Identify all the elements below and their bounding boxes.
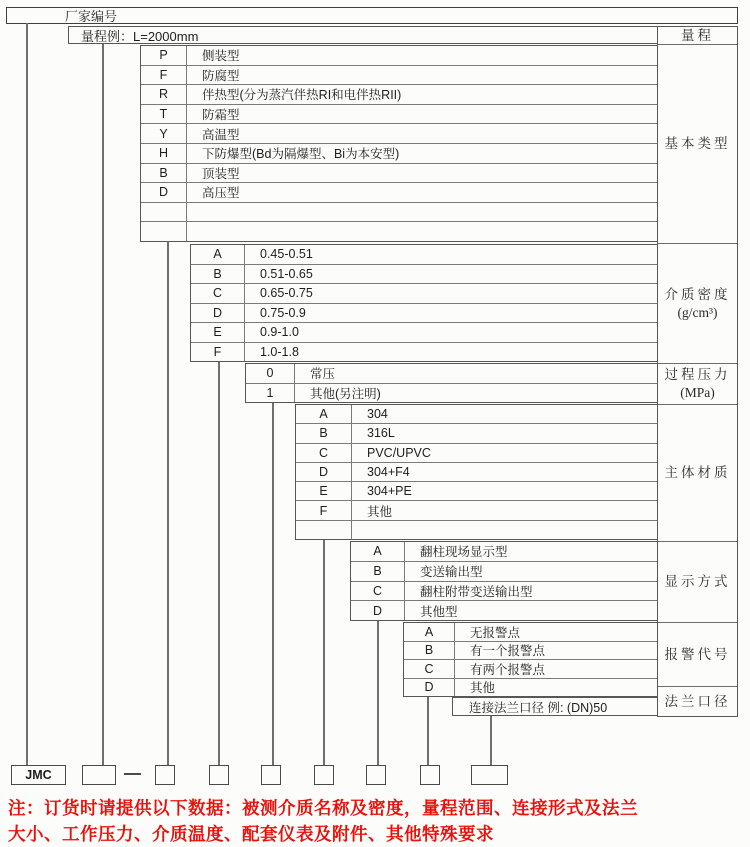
table-row (191, 284, 657, 304)
table-row (246, 364, 657, 384)
table-row (191, 265, 657, 285)
connector-line (167, 242, 169, 765)
option-code-cell: F (141, 66, 187, 85)
option-desc-cell: 防腐型 (202, 68, 240, 83)
option-desc-cell (187, 203, 657, 222)
option-desc-cell: PVC/UPVC (367, 445, 431, 460)
table-row (351, 601, 657, 620)
table-row (296, 501, 657, 520)
section-basic-type (140, 45, 657, 242)
section-body-material (295, 404, 657, 540)
table-row (191, 343, 657, 362)
flange-size-row (452, 697, 657, 716)
connector-line (490, 716, 492, 765)
option-code-cell (141, 203, 187, 222)
option-desc-cell: 常压 (310, 367, 336, 382)
option-desc-cell: 其他型 (420, 604, 458, 619)
option-code-cell (141, 222, 187, 241)
table-row (296, 521, 657, 539)
option-code-cell: R (141, 85, 187, 104)
option-code-cell: C (351, 582, 405, 601)
table-row (141, 144, 657, 164)
option-code-cell: T (141, 105, 187, 124)
factory-number-box (6, 7, 738, 24)
connector-line (218, 362, 220, 765)
option-desc-cell: 1.0-1.8 (260, 344, 299, 359)
option-code-cell: 1 (246, 384, 295, 403)
option-desc-cell: 高压型 (202, 186, 240, 201)
section-medium-density (190, 244, 657, 362)
code-entry-box-display (366, 765, 386, 785)
model-prefix-box (11, 765, 66, 785)
table-row (351, 562, 657, 582)
table-row (351, 542, 657, 562)
option-desc-cell: 0.75-0.9 (260, 305, 306, 320)
section-alarm-code (403, 622, 657, 697)
option-code-cell: D (296, 463, 352, 481)
option-code-cell: D (404, 679, 455, 697)
right-label-column (657, 26, 738, 717)
option-code-cell: Y (141, 124, 187, 143)
option-code-cell: C (191, 284, 245, 303)
option-desc-cell: 316L (367, 426, 395, 441)
option-desc-cell (187, 222, 657, 241)
option-code-cell: P (141, 46, 187, 65)
table-row (141, 203, 657, 223)
option-desc-cell: 翻柱附带变送输出型 (420, 584, 533, 599)
option-desc-cell: 顶装型 (202, 166, 240, 181)
table-row (141, 46, 657, 66)
option-code-cell: B (404, 642, 455, 660)
table-row (351, 582, 657, 602)
factory-number-label: 厂家编号 (65, 9, 118, 24)
option-code-cell: E (191, 323, 245, 342)
code-entry-box-density (209, 765, 229, 785)
table-row (296, 482, 657, 501)
option-code-cell: A (351, 542, 405, 561)
option-code-cell: 0 (246, 364, 295, 383)
code-entry-box-alarm (420, 765, 440, 785)
connector-line (377, 621, 379, 765)
option-code-cell: C (296, 444, 352, 462)
table-row (191, 245, 657, 265)
option-code-cell: B (191, 265, 245, 284)
table-row (141, 105, 657, 125)
option-code-cell: A (296, 405, 352, 423)
option-desc-cell: 无报警点 (470, 625, 521, 640)
table-row (404, 623, 657, 642)
right-label-range: 量程 (681, 27, 714, 43)
option-code-cell: D (351, 601, 405, 620)
option-code-cell: F (296, 501, 352, 519)
table-row (246, 384, 657, 403)
option-desc-cell: 有两个报警点 (470, 662, 546, 677)
option-code-cell: B (141, 164, 187, 183)
option-code-cell: B (351, 562, 405, 581)
option-desc-cell: 其他 (367, 504, 393, 519)
connector-line (26, 23, 28, 765)
right-label-process-pressure: 过程压力 (MPa) (658, 363, 737, 404)
option-desc-cell: 侧装型 (202, 49, 240, 64)
order-note-line1: 注：订货时请提供以下数据：被测介质名称及密度，量程范围、连接形式及法兰 (8, 798, 638, 818)
section-display-mode (350, 541, 657, 621)
option-code-cell (296, 521, 352, 539)
flange-size-text: 连接法兰口径 例: (DN)50 (469, 700, 608, 715)
option-code-cell: A (404, 623, 455, 641)
connector-line (323, 540, 325, 765)
table-row (404, 642, 657, 661)
connector-line (102, 44, 104, 765)
table-row (191, 304, 657, 324)
option-desc-cell: 0.65-0.75 (260, 286, 313, 301)
option-desc-cell: 其他(另注明) (310, 386, 381, 401)
option-code-cell: D (191, 304, 245, 323)
right-label-display-mode: 显示方式 (658, 541, 737, 622)
option-code-cell: E (296, 482, 352, 500)
table-row (141, 222, 657, 241)
connector-line (272, 403, 274, 765)
option-code-cell: D (141, 183, 187, 202)
right-label-alarm-code: 报警代号 (658, 622, 737, 686)
option-desc-cell: 0.9-1.0 (260, 325, 299, 340)
option-desc-cell: 翻柱现场显示型 (420, 545, 508, 560)
option-desc-cell: 伴热型(分为蒸汽伴热RI和电伴热RII) (202, 88, 402, 103)
model-prefix-label: JMC (25, 768, 52, 782)
code-entry-box-basic-type (155, 765, 175, 785)
option-desc-cell: 有一个报警点 (470, 644, 546, 659)
order-note (8, 795, 748, 847)
option-desc-cell: 0.45-0.51 (260, 247, 313, 262)
table-row (296, 424, 657, 443)
table-row (141, 164, 657, 184)
option-desc-cell: 下防爆型(Bd为隔爆型、Bi为本安型) (202, 147, 400, 162)
option-desc-cell: 防霜型 (202, 108, 240, 123)
right-label-medium-density: 介质密度 (g/cm³) (658, 243, 737, 363)
code-entry-box-material (314, 765, 334, 785)
option-desc-cell: 变送输出型 (420, 565, 483, 580)
option-desc-cell: 高温型 (202, 127, 240, 142)
code-entry-box-flange (471, 765, 508, 785)
table-row (191, 323, 657, 343)
table-row (404, 679, 657, 697)
table-row (141, 66, 657, 86)
option-desc-cell: 其他 (470, 681, 496, 696)
connector-line (427, 697, 429, 765)
code-entry-box-range (82, 765, 116, 785)
option-desc-cell: 304+F4 (367, 464, 410, 479)
section-process-pressure (245, 363, 657, 403)
right-label-flange-size: 法兰口径 (658, 686, 737, 716)
option-code-cell: A (191, 245, 245, 264)
order-note-line2: 大小、工作压力、介质温度、配套仪表及附件、其他特殊要求 (8, 824, 494, 844)
option-desc-cell: 304+PE (367, 484, 412, 499)
dash-separator (124, 773, 141, 775)
right-label-body-material: 主体材质 (658, 404, 737, 541)
table-row (296, 405, 657, 424)
table-row (296, 463, 657, 482)
code-entry-box-pressure (261, 765, 281, 785)
option-desc-cell: 304 (367, 407, 388, 422)
table-row (141, 124, 657, 144)
right-label-basic-type: 基本类型 (658, 44, 737, 243)
table-row (404, 660, 657, 679)
option-code-cell: B (296, 424, 352, 442)
option-desc-cell (352, 521, 657, 539)
range-example-label: 量程例：L=2000mm (81, 28, 199, 44)
table-row (296, 444, 657, 463)
option-code-cell: H (141, 144, 187, 163)
option-code-cell: F (191, 343, 245, 362)
table-row (141, 183, 657, 203)
table-row (141, 85, 657, 105)
option-desc-cell: 0.51-0.65 (260, 266, 313, 281)
range-row (68, 26, 657, 44)
option-code-cell: C (404, 660, 455, 678)
